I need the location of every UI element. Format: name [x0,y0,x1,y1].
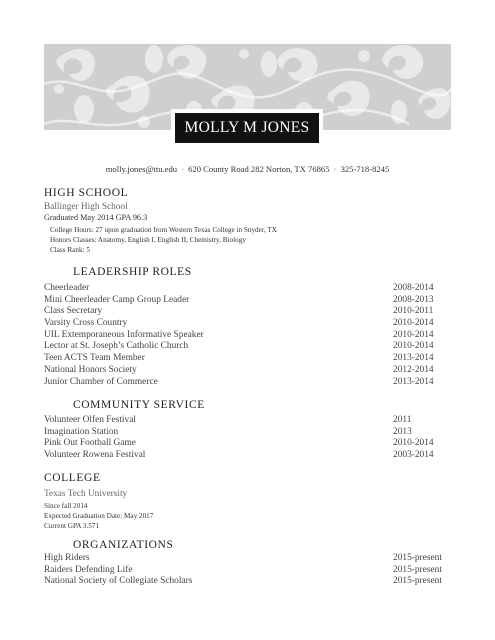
community-service-heading: COMMUNITY SERVICE [73,399,205,411]
years: 2010-2014 [393,438,434,449]
list-item [44,365,445,377]
list-item [44,330,445,342]
list-item [44,553,445,565]
role: National Honors Society [44,364,137,375]
list-item [44,318,445,330]
college-name: Texas Tech University [44,489,128,499]
list-item [44,576,445,588]
list-item [44,306,445,318]
years: 2013 [393,426,412,437]
years: 2010-2011 [393,306,434,317]
years: 2010-2014 [393,341,434,352]
role: High Riders [44,553,90,563]
role: UIL Extemporaneous Informative Speaker [44,329,204,340]
years: 2003-2014 [393,450,434,461]
role: Lector at St. Joseph’s Catholic Church [44,341,189,352]
years: 2011 [393,415,412,425]
high-school-name: Ballinger High School [44,202,128,212]
role: Volunteer Rowena Festival [44,450,146,461]
role: Teen ACTS Team Member [44,353,145,364]
organizations-list [44,553,445,588]
role: Volunteer Olfen Festival [44,415,136,425]
years: 2010-2014 [393,329,434,340]
detail-line: Honors Classes: Anatomy, English I, English II, Chemistry, Biology [50,236,246,245]
list-item [44,377,445,389]
list-item [44,283,445,295]
years: 2013-2014 [393,376,434,387]
community-service-list [44,415,445,462]
role: Raiders Defending Life [44,564,133,575]
role: Class Secretary [44,306,103,317]
role: Pink Out Football Game [44,438,136,449]
separator-icon: ◦ [181,164,185,174]
detail-line: College Hours: 27 upon graduation from Western Texas College in Snyder, TX [50,226,277,234]
role: Imagination Station [44,426,119,437]
high-school-graduated: Graduated May 2014 GPA 96.3 [44,213,148,222]
role: National Society of Collegiate Scholars [44,576,193,586]
leadership-heading: LEADERSHIP ROLES [73,266,192,278]
role: Mini Cheerleader Camp Group Leader [44,294,190,305]
list-item [44,353,445,365]
phone: 325-718-8245 [340,164,390,174]
list-item [44,450,445,462]
contact-line [0,164,495,174]
detail-line: Current GPA 3.571 [44,522,100,531]
organizations-heading: ORGANIZATIONS [73,539,174,551]
high-school-details [50,225,277,256]
college-heading: COLLEGE [44,472,101,484]
years: 2012-2014 [393,364,434,375]
role: Cheerleader [44,283,90,293]
years: 2010-2014 [393,318,434,329]
high-school-heading: HIGH SCHOOL [44,187,129,199]
years: 2015-present [393,553,442,563]
list-item [44,295,445,307]
detail-line: Since fall 2014 [44,502,88,510]
email: molly.jones@ttu.edu [105,164,178,174]
address: 620 County Road 282 Norton, TX 76865 [188,164,330,174]
name-title: MOLLY M JONES [175,113,319,143]
college-details [44,501,153,532]
list-item [44,438,445,450]
years: 2008-2014 [393,283,434,293]
detail-line: Expected Graduation Date: May 2017 [44,512,154,521]
list-item [44,565,445,577]
list-item [44,341,445,353]
separator-icon: ◦ [333,164,337,174]
leadership-list [44,283,445,388]
name-box [171,109,323,147]
detail-line: Class Rank: 5 [50,246,90,255]
years: 2015-present [393,576,442,586]
role: Junior Chamber of Commerce [44,376,158,387]
years: 2013-2014 [393,353,434,364]
list-item [44,427,445,439]
years: 2008-2013 [393,294,434,305]
role: Varsity Cross Country [44,318,128,329]
years: 2015-present [393,564,442,575]
list-item [44,415,445,427]
